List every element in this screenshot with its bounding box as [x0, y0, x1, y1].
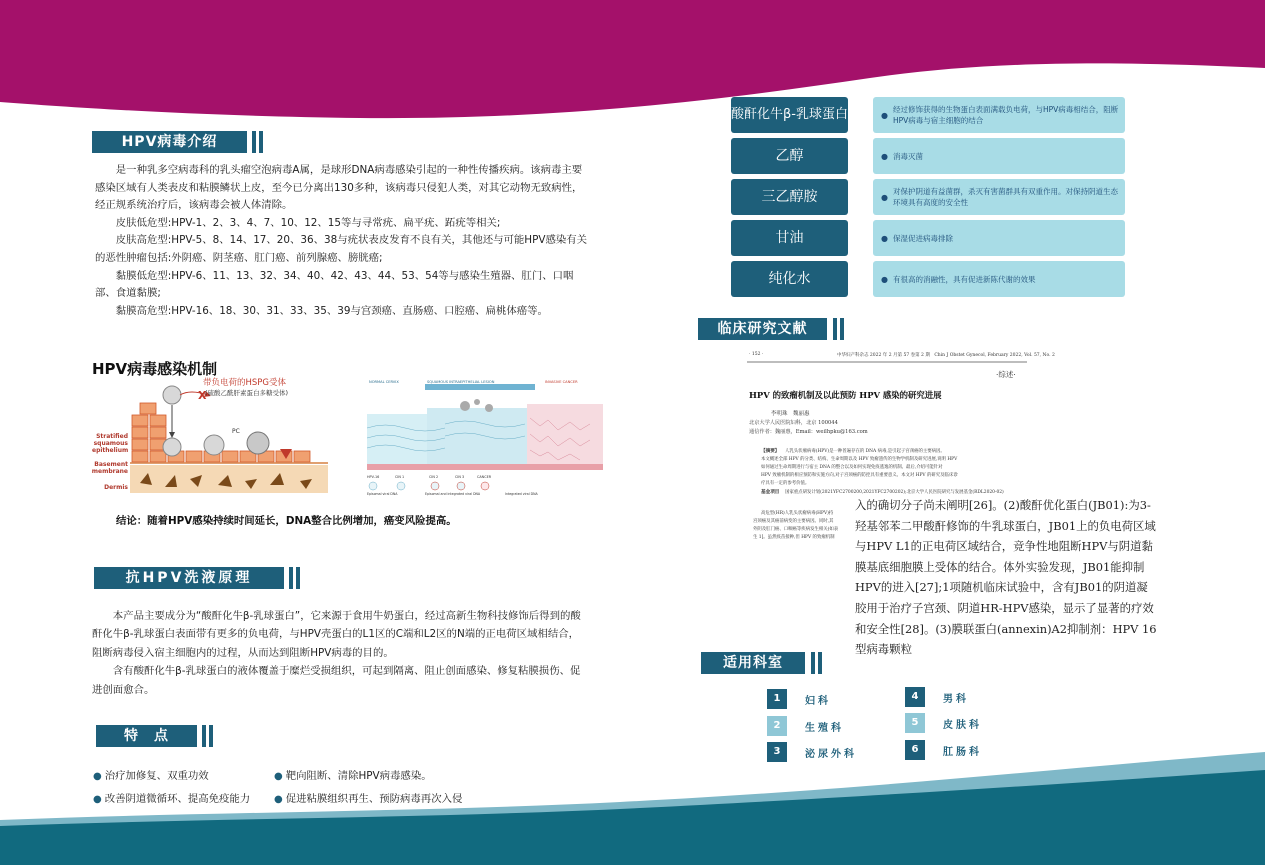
feature-text: 促进粘膜组织再生、预防病毒再次入侵 [285, 793, 463, 805]
abstract-line: 本文概述全部 HPV 的分类、结构、生命周期以及 HPV 致瘤遗传的生物学机制及研究进展,说明 HPV [761, 457, 958, 462]
department-number: 4 [905, 687, 925, 707]
hpv-intro-title: HPV病毒介绍 [92, 131, 247, 153]
journal-header: 中华妇产科杂志 2022 年 2 月第 57 卷第 2 期 Chin J Obstet Gynecol, February 2022, Vol. 57, No. 2 [837, 353, 1055, 358]
ingredient-name: 三乙醇胺 [731, 179, 848, 215]
literature-excerpt [733, 347, 1161, 657]
department-number: 1 [767, 689, 787, 709]
bullet-icon: ● [881, 151, 888, 161]
bullet-icon: ● [881, 233, 888, 243]
pc-label: PC [232, 428, 240, 435]
department-label: 泌尿外科 [805, 749, 857, 760]
ingredient-row [731, 138, 1125, 174]
literature-title: 临床研究文献 [698, 318, 827, 340]
principle-text [92, 607, 589, 699]
receptor-title: 带负电荷的HSPG受体 [203, 378, 287, 388]
fund-label: 基金项目 [761, 490, 780, 495]
header-stripe [811, 652, 815, 674]
ingredient-name: 乙醇 [731, 138, 848, 174]
principle-header [94, 567, 314, 589]
department-label: 男科 [943, 694, 969, 705]
department-label: 妇科 [805, 696, 831, 707]
feature-text: 改善阴道微循环、提高免疫能力 [104, 793, 251, 805]
ingredient-name: 纯化水 [731, 261, 848, 297]
features-header [96, 725, 226, 747]
ingredient-desc: 对保护阴道有益菌群，杀灭有害菌群具有双重作用。对保持阴道生态环境具有高度的安全性 [892, 187, 1118, 207]
department-label: 肛肠科 [943, 747, 982, 758]
left-column-line: 宫颈癌及其癌前病变的主要病因。同时,其 [753, 519, 834, 524]
ingredient-desc: 经过修饰获得的生物蛋白表面满载负电荷，与HPV病毒相结合，阻断HPV病毒与宿主细胞的结合 [892, 105, 1119, 125]
bullet-icon: ● [881, 192, 888, 202]
ingredient-desc-box [873, 97, 1125, 133]
paper-title: HPV 的致瘤机制及以此预防 HPV 感染的研究进展 [749, 390, 942, 400]
header-stripe [209, 725, 213, 747]
hpv-intro-header [92, 131, 272, 153]
ingredient-desc: 有很高的消融性，具有促进新陈代谢的效果 [892, 274, 1036, 284]
literature-header [698, 318, 858, 340]
region-label: NORMAL CERVIX [369, 380, 399, 384]
abstract-label: 【摘要】 [761, 449, 780, 454]
dna-label: Episomal viral DNA [367, 492, 398, 496]
ingredient-desc: 保湿促进病毒排除 [892, 233, 953, 243]
feature-text: 靶向阻断、清除HPV病毒感染。 [285, 770, 432, 782]
bullet-icon: ● [274, 794, 283, 805]
intro-paragraph: 黏膜低危型:HPV-6、11、13、32、34、40、42、43、44、53、54等与感染生殖器、肛门、口咽部、食道黏膜; [95, 269, 574, 300]
header-stripe [259, 131, 263, 153]
departments-title: 适用科室 [701, 652, 805, 674]
ingredient-row [731, 179, 1125, 215]
bullet-icon: ● [274, 771, 283, 782]
left-column-line: 生 1]。虽然疫苗接种,但 HPV 的致瘤机制 [753, 535, 835, 540]
abstract-line: 如何通过生命周期进行与宿主 DNA 的整合以及如何实现免疫逃逸的机制。最后,介绍可能针对 [761, 465, 943, 470]
feature-item [274, 767, 432, 782]
departments-header [701, 652, 841, 674]
paper-affiliation: 北京大学人民医院妇科，北京 100044 [749, 420, 838, 426]
department-label: 生殖科 [805, 723, 844, 734]
header-stripe [289, 567, 293, 589]
feature-item [274, 790, 462, 805]
region-label: SQUAMOUS INTRAEPITHELIAL LESION [427, 380, 495, 384]
header-stripe [833, 318, 837, 340]
ingredient-name: 酸酐化牛β-乳球蛋白 [731, 97, 848, 133]
fund-text: 国家重点研发计划(2021YFC2700200,2021YFC2700202);北京大学人民医院研究与发展基金(RDL2020-02) [785, 490, 1004, 495]
department-number: 3 [767, 742, 787, 762]
bullet-icon: ● [881, 110, 888, 120]
intro-paragraph: 皮肤低危型:HPV-1、2、3、4、7、10、12、15等与寻常疣、扁平疣、跖疣等相关; [115, 216, 501, 229]
layer-label: Dermis [104, 484, 128, 491]
ingredient-row [731, 261, 1125, 297]
lesion-progression-diagram [365, 378, 605, 496]
abstract-line: 人乳头状瘤病毒(HPV)是一种普遍存在的 DNA 病毒,是引起子宫颈癌的主要病因。 [785, 449, 945, 454]
department-number: 6 [905, 740, 925, 760]
header-stripe [818, 652, 822, 674]
intro-paragraph: 黏膜高危型:HPV-16、18、30、31、33、35、39与宫颈癌、直肠癌、口腔癌、扁桃体癌等。 [115, 304, 548, 317]
hpv-intro-text [95, 162, 588, 320]
paper-body-zoom: 入的确切分子尚未阐明[26]。(2)酸酐优化蛋白(JB01):为3-羟基邻苯二甲酸酐修饰的牛乳球蛋白，JB01上的负电荷区域与HPV L1的正电荷区域结合，竞争性地阻断HPV与阴道黏膜基底细胞膜上受体的结合。体外实验发现，JB01能抑制HPV的进入[27];1项随机临床试验中，含有JB01的阴道凝胶用于治疗子宫颈、阴道HR-HPV感染，显示了显著的疗效和安全性[28]。(3)膜联蛋白(annexin)A2抑制剂：HPV 16型病毒颗粒 [855, 498, 1157, 657]
header-stripe [252, 131, 256, 153]
ingredient-desc: 消毒灭菌 [892, 151, 923, 161]
mechanism-conclusion: 结论：随着HPV感染持续时间延长，DNA整合比例增加，癌变风险提高。 [116, 515, 457, 527]
divider [747, 361, 1027, 363]
stage-label: CIN 1 [395, 475, 405, 479]
receptor-subtitle: (硫酸乙酰肝素蛋白多糖受体) [205, 389, 289, 397]
bullet-icon: ● [93, 794, 102, 805]
principle-title: 抗HPV洗液原理 [94, 567, 284, 589]
department-number: 2 [767, 716, 787, 736]
intro-paragraph: 皮肤高危型:HPV-5、8、14、17、20、36、38与疣状表皮发育不良有关，其他还与可能HPV感染有关的恶性肿瘤包括:外阴癌、阴茎癌、肛门癌、前列腺癌、膀胱癌; [95, 234, 588, 264]
paper-authors: 李明珠 魏丽惠 [771, 411, 810, 417]
intro-paragraph: 是一种乳多空病毒科的乳头瘤空泡病毒A属，是球形DNA病毒感染引起的一种性传播疾病。该病毒主要感染区域有人类表皮和粘膜鳞状上皮，至今已分离出130多种，该病毒只侵犯人类，对其它动物无致病性，经正规系统治疗后，该病毒会被人体清除。 [95, 164, 583, 212]
stage-label: HPV-16 [367, 475, 380, 479]
section-label: ·综述· [996, 370, 1016, 379]
header-stripe [202, 725, 206, 747]
paper-contact: 通信作者：魏丽惠，Email：weilhpku@163.com [749, 429, 868, 435]
ingredient-desc-box [873, 179, 1125, 215]
layer-label: Stratified squamous epithelium [92, 433, 129, 454]
ingredient-row [731, 220, 1125, 256]
dna-label: Integrated viral DNA [505, 492, 538, 496]
ingredient-name: 甘油 [731, 220, 848, 256]
header-stripe [840, 318, 844, 340]
header-stripe [296, 567, 300, 589]
principle-paragraph: 含有酸酐化牛β-乳球蛋白的液体覆盖于糜烂受损组织，可起到隔离、阻止创面感染、修复粘膜损伤、促进创面愈合。 [92, 665, 581, 696]
abstract-line: HPV 致瘤机制的相应预防和实施方向,对子宫颈癌的防控具有重要意义。本文对 HPV 的研究及临床诊 [761, 473, 958, 478]
abstract-line: 疗具有一定的参考价值。 [761, 481, 810, 486]
feature-text: 治疗加修复、双重功效 [104, 770, 209, 782]
ingredient-desc-box [873, 220, 1125, 256]
stage-label: CANCER [477, 475, 492, 479]
department-label: 皮肤科 [943, 720, 982, 731]
features-title: 特 点 [96, 725, 197, 747]
principle-paragraph: 本产品主要成分为“酸酐化牛β-乳球蛋白”，它来源于食用牛奶蛋白，经过高新生物科技修饰后得到的酸酐化牛β-乳球蛋白表面带有更多的负电荷，与HPV壳蛋白的L1区的C端和L2区的N端的正电荷区域相结合，阻断病毒侵入宿主细胞内的过程，从而达到阻断HPV病毒的目的。 [92, 610, 581, 659]
left-column-line: 外阴及肛门癌、口咽癌等疾病发生相关(如表 [753, 527, 839, 532]
bullet-icon: ● [881, 274, 888, 284]
blocked-mark: X [198, 389, 207, 402]
ingredient-desc-box [873, 138, 1125, 174]
bullet-icon: ● [93, 771, 102, 782]
stage-label: CIN 3 [455, 475, 465, 479]
mechanism-title: HPV病毒感染机制 [92, 360, 218, 378]
region-label: INVASIVE CANCER [545, 380, 578, 384]
feature-item [93, 790, 250, 805]
feature-item [93, 767, 209, 782]
left-column-line: 高危型(HR)人乳头状瘤病毒(HPV)持 [761, 511, 834, 516]
layer-label: Basement membrane [91, 461, 128, 475]
stage-label: CIN 2 [429, 475, 439, 479]
ingredient-desc-box [873, 261, 1125, 297]
page-number: · 152 · [749, 352, 764, 357]
department-number: 5 [905, 713, 925, 733]
ingredient-row [731, 97, 1125, 133]
dna-label: Episomal and integrated viral DNA [425, 492, 481, 496]
